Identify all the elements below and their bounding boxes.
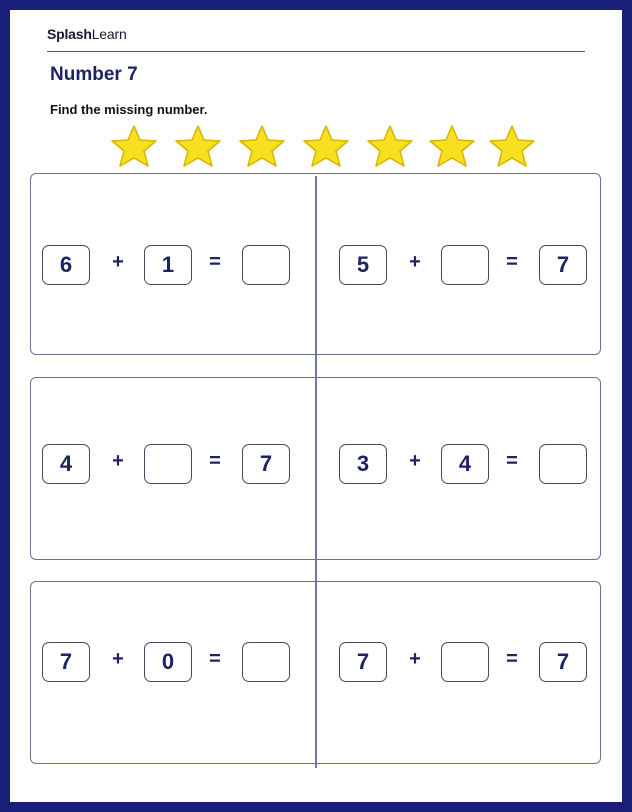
plus-sign: +: [409, 648, 421, 670]
addend-box[interactable]: 6: [42, 245, 90, 285]
column-divider: [315, 176, 317, 768]
addend-box[interactable]: [144, 444, 192, 484]
worksheet-title: Number 7: [50, 64, 138, 85]
addend-box[interactable]: 4: [441, 444, 489, 484]
equals-sign: =: [506, 450, 518, 472]
plus-sign: +: [112, 251, 124, 273]
plus-sign: +: [409, 251, 421, 273]
plus-sign: +: [409, 450, 421, 472]
addend-box[interactable]: [441, 642, 489, 682]
addend-box[interactable]: [441, 245, 489, 285]
sum-box[interactable]: [242, 642, 290, 682]
equation: [42, 642, 294, 684]
addend-box[interactable]: 0: [144, 642, 192, 682]
sum-box[interactable]: [242, 245, 290, 285]
logo-text-light: Learn: [91, 26, 127, 42]
star-icon: [364, 123, 416, 169]
addend-box[interactable]: 3: [339, 444, 387, 484]
plus-sign: +: [112, 648, 124, 670]
splashlearn-logo: [47, 26, 127, 42]
sum-box[interactable]: 7: [539, 245, 587, 285]
star-icon: [486, 123, 538, 169]
equals-sign: =: [209, 450, 221, 472]
equals-sign: =: [209, 251, 221, 273]
star-icon: [172, 123, 224, 169]
equals-sign: =: [506, 648, 518, 670]
addend-box[interactable]: 7: [339, 642, 387, 682]
equation: [339, 444, 591, 486]
equals-sign: =: [506, 251, 518, 273]
header-rule: [47, 51, 585, 52]
sum-box[interactable]: [539, 444, 587, 484]
addend-box[interactable]: 1: [144, 245, 192, 285]
star-icon: [300, 123, 352, 169]
plus-sign: +: [112, 450, 124, 472]
star-icon: [426, 123, 478, 169]
equation: [339, 245, 591, 287]
instruction-text: Find the missing number.: [50, 102, 208, 117]
addend-box[interactable]: 5: [339, 245, 387, 285]
sum-box[interactable]: 7: [242, 444, 290, 484]
star-row: [108, 123, 538, 171]
equation: [339, 642, 591, 684]
equals-sign: =: [209, 648, 221, 670]
star-icon: [236, 123, 288, 169]
equation: [42, 444, 294, 486]
worksheet: [10, 10, 622, 802]
addend-box[interactable]: 7: [42, 642, 90, 682]
sum-box[interactable]: 7: [539, 642, 587, 682]
star-icon: [108, 123, 160, 169]
equation: [42, 245, 294, 287]
addend-box[interactable]: 4: [42, 444, 90, 484]
logo-text-bold: Splash: [47, 26, 92, 42]
